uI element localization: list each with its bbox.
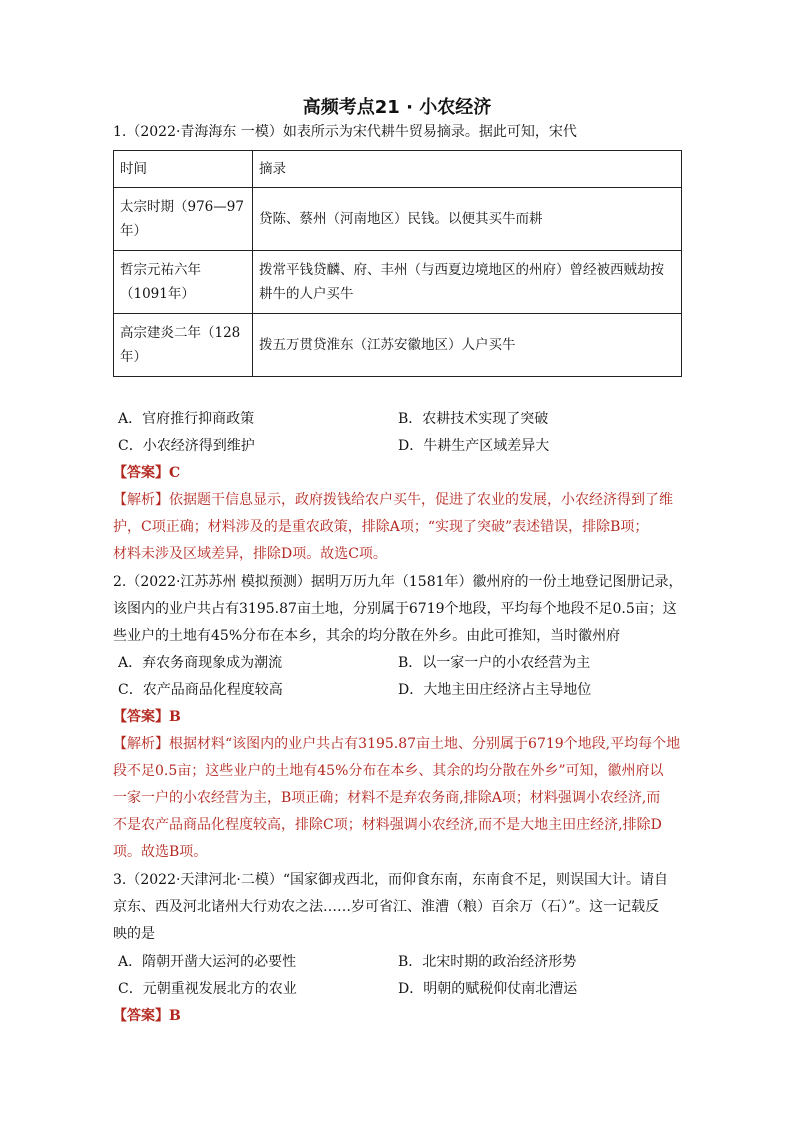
q3-option-b: B．北宋时期的政治经济形势 xyxy=(398,954,577,970)
table-header-row xyxy=(114,151,682,188)
page-title: 高频考点21 · 小农经济 xyxy=(302,97,492,118)
q2-option-c: C．农产品商品化程度较高 xyxy=(118,682,283,698)
table-header-excerpt: 摘录 xyxy=(253,151,682,188)
q1-stem: 1.（2022·青海海东 一模）如表所示为宋代耕牛贸易摘录。据此可知，宋代 xyxy=(113,124,577,140)
q3-answer: 【答案】B xyxy=(113,1008,181,1024)
q2-option-b: B．以一家一户的小农经营为主 xyxy=(398,655,591,671)
table-cell-time: 高宗建炎二年（128年） xyxy=(114,314,253,377)
q1-analysis-line: 护，C项正确；材料涉及的是重农政策，排除A项；“实现了突破”表述错误，排除B项； xyxy=(113,519,649,535)
q2-analysis-line: 项。故选B项。 xyxy=(113,844,208,860)
q3-option-c: C．元朝重视发展北方的农业 xyxy=(118,981,297,997)
q2-stem-line: 些业户的土地有45%分布在本乡，其余的均分散在外乡。由此可推知，当时徽州府 xyxy=(113,628,621,644)
q1-option-b: B．农耕技术实现了突破 xyxy=(398,411,549,427)
q1-analysis-line: 【解析】依据题干信息显示，政府拨钱给农户买牛，促进了农业的发展，小农经济得到了维 xyxy=(113,492,673,508)
q2-option-d: D．大地主田庄经济占主导地位 xyxy=(398,682,592,698)
q1-option-d: D．牛耕生产区域差异大 xyxy=(398,438,550,454)
q2-analysis-line: 段不足0.5亩；这些业户的土地有45%分布在本乡、其余的均分散在外乡”可知，徽州府以 xyxy=(113,763,664,779)
table-cell-excerpt: 拨五万贯贷淮东（江苏安徽地区）人户买牛 xyxy=(253,314,682,377)
q2-stem-line: 该图内的业户共占有3195.87亩土地，分别属于6719个地段，平均每个地段不足0.5亩；这 xyxy=(113,601,677,617)
q2-analysis-line: 【解析】根据材料“该图内的业户共占有3195.87亩土地、分别属于6719个地段,平均每个地 xyxy=(113,736,681,752)
q1-table xyxy=(113,150,682,377)
q1-option-a: A．官府推行抑商政策 xyxy=(118,411,255,427)
q2-stem-line: 2.（2022·江苏苏州 模拟预测）据明万历九年（1581年）徽州府的一份土地登记图册记录， xyxy=(113,574,683,590)
table-cell-time: 哲宗元祐六年（1091年） xyxy=(114,251,253,314)
q2-option-a: A．弃农务商现象成为潮流 xyxy=(118,655,283,671)
table-row xyxy=(114,251,682,314)
q1-option-c: C．小农经济得到维护 xyxy=(118,438,255,454)
q2-answer: 【答案】B xyxy=(113,709,181,725)
q1-analysis-line: 材料未涉及区域差异，排除D项。故选C项。 xyxy=(113,546,387,562)
q2-analysis-line: 不是农产品商品化程度较高，排除C项；材料强调小农经济,而不是大地主田庄经济,排除D xyxy=(113,817,662,833)
table-cell-time: 太宗时期（976—97年） xyxy=(114,188,253,251)
q1-answer: 【答案】C xyxy=(113,465,181,481)
table-header-time: 时间 xyxy=(114,151,253,188)
q3-stem-line: 京东、西及河北诸州大行劝农之法……岁可省江、淮漕（粮）百余万（石）”。这一记载反 xyxy=(113,899,660,915)
table-row xyxy=(114,314,682,377)
table-cell-excerpt: 拨常平钱贷麟、府、丰州（与西夏边境地区的州府）曾经被西贼劫按耕牛的人户买牛 xyxy=(253,251,682,314)
q3-option-a: A．隋朝开凿大运河的必要性 xyxy=(118,954,297,970)
q3-stem-line: 映的是 xyxy=(113,926,155,942)
q3-stem-line: 3.（2022·天津河北·二模）“国家御戎西北，而仰食东南，东南食不足，则误国大计。请自 xyxy=(113,872,669,888)
table-cell-excerpt: 贷陈、蔡州（河南地区）民钱。以便其买牛而耕 xyxy=(253,188,682,251)
q3-option-d: D．明朝的赋税仰仗南北漕运 xyxy=(398,981,578,997)
q2-analysis-line: 一家一户的小农经营为主，B项正确；材料不是弃农务商,排除A项；材料强调小农经济,而 xyxy=(113,790,661,806)
table-row xyxy=(114,188,682,251)
